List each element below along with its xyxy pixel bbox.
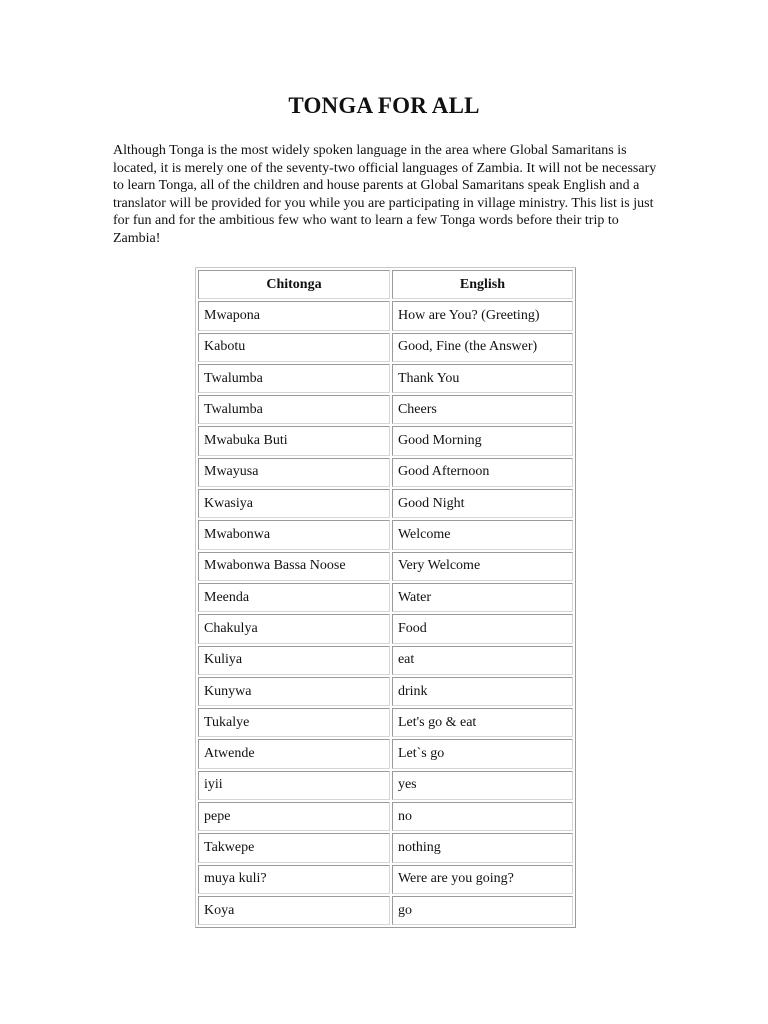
chitonga-cell: iyii [198, 771, 390, 800]
chitonga-cell: Mwayusa [198, 458, 390, 487]
vocabulary-table [195, 267, 576, 928]
chitonga-cell: Atwende [198, 739, 390, 768]
chitonga-cell: Mwabuka Buti [198, 426, 390, 455]
table-row [198, 865, 573, 894]
english-cell: Thank You [392, 364, 573, 393]
english-cell: Very Welcome [392, 552, 573, 581]
table-row [198, 333, 573, 362]
table-row [198, 301, 573, 330]
table-row [198, 426, 573, 455]
table-row [198, 802, 573, 831]
english-cell: Let`s go [392, 739, 573, 768]
chitonga-cell: Kuliya [198, 646, 390, 675]
english-cell: drink [392, 677, 573, 706]
table-row [198, 739, 573, 768]
english-cell: Good, Fine (the Answer) [392, 333, 573, 362]
english-cell: Welcome [392, 520, 573, 549]
table-row [198, 896, 573, 925]
chitonga-cell: Meenda [198, 583, 390, 612]
chitonga-cell: muya kuli? [198, 865, 390, 894]
english-cell: Let's go & eat [392, 708, 573, 737]
english-cell: eat [392, 646, 573, 675]
table-row [198, 489, 573, 518]
table-row [198, 708, 573, 737]
table-row [198, 614, 573, 643]
table-row [198, 458, 573, 487]
chitonga-cell: Mwapona [198, 301, 390, 330]
table-row [198, 395, 573, 424]
header-chitonga: Chitonga [198, 270, 390, 299]
table-body [198, 301, 573, 925]
chitonga-cell: Chakulya [198, 614, 390, 643]
table-row [198, 771, 573, 800]
page-title: TONGA FOR ALL [288, 93, 480, 118]
english-cell: Good Night [392, 489, 573, 518]
table-header-row [198, 270, 573, 299]
table-row [198, 552, 573, 581]
english-cell: Food [392, 614, 573, 643]
chitonga-cell: pepe [198, 802, 390, 831]
english-cell: go [392, 896, 573, 925]
chitonga-cell: Mwabonwa Bassa Noose [198, 552, 390, 581]
chitonga-cell: Mwabonwa [198, 520, 390, 549]
english-cell: Were are you going? [392, 865, 573, 894]
chitonga-cell: Kunywa [198, 677, 390, 706]
table-row [198, 583, 573, 612]
english-cell: nothing [392, 833, 573, 862]
english-cell: no [392, 802, 573, 831]
english-cell: Good Morning [392, 426, 573, 455]
table-row [198, 364, 573, 393]
english-cell: Cheers [392, 395, 573, 424]
chitonga-cell: Koya [198, 896, 390, 925]
english-cell: Water [392, 583, 573, 612]
english-cell: How are You? (Greeting) [392, 301, 573, 330]
chitonga-cell: Tukalye [198, 708, 390, 737]
chitonga-cell: Kwasiya [198, 489, 390, 518]
chitonga-cell: Twalumba [198, 364, 390, 393]
table-row [198, 677, 573, 706]
table-row [198, 646, 573, 675]
table-row [198, 520, 573, 549]
table-row [198, 833, 573, 862]
chitonga-cell: Twalumba [198, 395, 390, 424]
intro-paragraph: Although Tonga is the most widely spoken language in the area where Global Samaritans is located, it is merely one of the seventy-two official languages of Zambia. It will not be necessary to learn Tonga, all of the children and house parents at Global Samaritans speak English and a translator will be provided for you while you are participating in village ministry. This list is just for fun and for the ambitious few who want to learn a few Tonga words before their trip to Zambia! [113, 143, 657, 246]
chitonga-cell: Takwepe [198, 833, 390, 862]
english-cell: yes [392, 771, 573, 800]
english-cell: Good Afternoon [392, 458, 573, 487]
chitonga-cell: Kabotu [198, 333, 390, 362]
header-english: English [392, 270, 573, 299]
